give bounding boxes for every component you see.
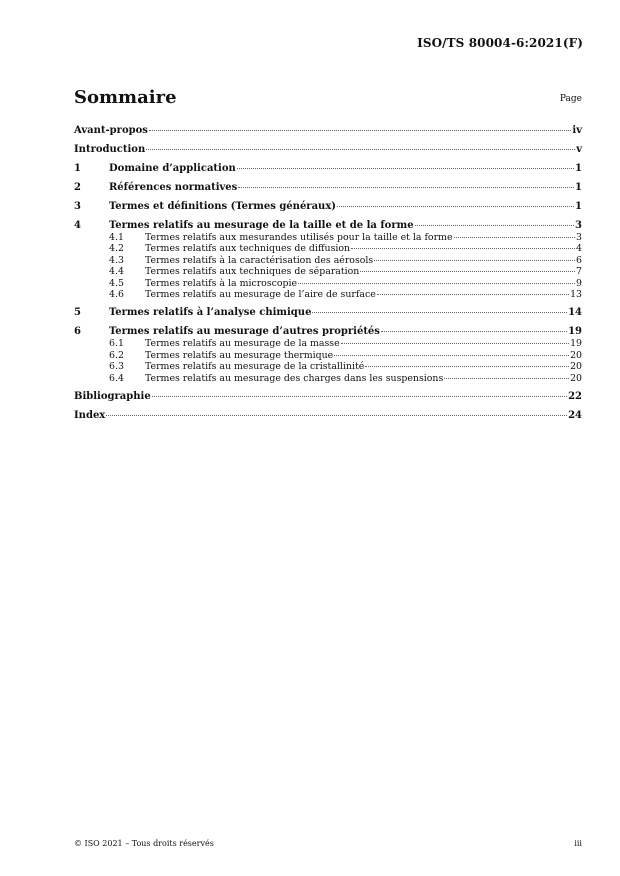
toc-entry-number: 6 bbox=[74, 326, 81, 338]
toc-entry-number: 6.2 bbox=[109, 349, 124, 361]
toc-entry-title[interactable]: Domaine d’application bbox=[109, 163, 236, 174]
toc-leader-dots bbox=[377, 294, 569, 295]
toc-entry-number: 6.1 bbox=[109, 338, 124, 350]
toc-subentry[interactable] bbox=[74, 232, 582, 243]
toc-entry-page: 3 bbox=[576, 232, 582, 243]
toc-leader-dots bbox=[365, 366, 569, 367]
table-of-contents bbox=[74, 124, 582, 422]
toc-leader-dots bbox=[415, 225, 574, 226]
toc-entry-page: 22 bbox=[568, 391, 582, 403]
toc-leader-dots bbox=[334, 355, 569, 356]
toc-subentry[interactable] bbox=[74, 266, 582, 277]
toc-entry[interactable] bbox=[74, 306, 582, 319]
toc-entry[interactable] bbox=[74, 390, 582, 403]
document-id: ISO/TS 80004-6:2021(F) bbox=[417, 36, 583, 50]
toc-entry-title[interactable]: Termes relatifs à l’analyse chimique bbox=[109, 307, 312, 319]
toc-entry-page: 1 bbox=[575, 163, 582, 174]
toc-entry-title[interactable]: Termes relatifs aux mesurandes utilisés pour la taille et la forme bbox=[145, 232, 453, 243]
toc-entry-number: 4.6 bbox=[109, 289, 124, 301]
toc-entry-number: 3 bbox=[74, 201, 81, 212]
toc-subentry[interactable] bbox=[74, 255, 582, 266]
toc-entry-number: 4.5 bbox=[109, 277, 124, 289]
toc-leader-dots bbox=[360, 271, 575, 272]
toc-entry[interactable] bbox=[74, 409, 582, 422]
toc-entry-title[interactable]: Termes relatifs à la microscopie bbox=[145, 277, 298, 289]
toc-entry-title[interactable]: Termes relatifs au mesurage des charges dans les suspensions bbox=[145, 372, 444, 384]
toc-entry-number: 1 bbox=[74, 163, 81, 174]
toc-entry-number: 5 bbox=[74, 307, 81, 319]
copyright-notice: © ISO 2021 – Tous droits réservés bbox=[74, 839, 214, 848]
toc-leader-dots bbox=[237, 168, 574, 169]
toc-entry-page: 14 bbox=[568, 307, 582, 319]
toc-leader-dots bbox=[444, 378, 569, 379]
toc-entry-title[interactable]: Avant-propos bbox=[74, 125, 148, 136]
toc-leader-dots bbox=[152, 396, 567, 397]
toc-entry[interactable] bbox=[74, 143, 582, 156]
toc-leader-dots bbox=[312, 312, 567, 313]
toc-entry-page: 9 bbox=[576, 277, 582, 289]
toc-entry-number: 4.2 bbox=[109, 243, 124, 255]
toc-leader-dots bbox=[298, 283, 575, 284]
page-number: iii bbox=[574, 839, 582, 848]
toc-entry-number: 4.1 bbox=[109, 232, 124, 243]
toc-entry-page: 20 bbox=[570, 361, 582, 373]
toc-entry-title[interactable]: Termes relatifs aux techniques de séparation bbox=[145, 266, 360, 278]
toc-entry-page: 7 bbox=[576, 266, 582, 278]
toc-leader-dots bbox=[238, 187, 574, 188]
toc-entry-page: 24 bbox=[568, 410, 582, 422]
toc-entry-page: 1 bbox=[575, 182, 582, 193]
toc-entry-page: iv bbox=[572, 125, 582, 136]
toc-entry-title[interactable]: Termes relatifs au mesurage de la cristallinité bbox=[145, 361, 365, 373]
toc-entry-page: 4 bbox=[576, 243, 582, 255]
toc-subentry[interactable] bbox=[74, 278, 582, 289]
toc-entry-page: 3 bbox=[575, 220, 582, 231]
toc-entry-title[interactable]: Termes relatifs au mesurage de la masse bbox=[145, 338, 340, 350]
toc-entry-page: 20 bbox=[570, 372, 582, 384]
toc-entry-title[interactable]: Introduction bbox=[74, 144, 146, 155]
toc-leader-dots bbox=[146, 149, 575, 150]
page-column-label: Page bbox=[559, 94, 582, 104]
toc-leader-dots bbox=[149, 130, 571, 131]
page-title: Sommaire bbox=[74, 87, 177, 108]
toc-entry-title[interactable]: Termes relatifs au mesurage d’autres propriétés bbox=[109, 326, 380, 338]
toc-entry[interactable] bbox=[74, 325, 582, 338]
toc-leader-dots bbox=[374, 260, 575, 261]
toc-entry-title[interactable]: Termes relatifs au mesurage thermique bbox=[145, 349, 334, 361]
toc-entry-number: 6.3 bbox=[109, 361, 124, 373]
toc-leader-dots bbox=[381, 331, 567, 332]
toc-entry-number: 2 bbox=[74, 182, 81, 193]
toc-entry-page: 6 bbox=[576, 254, 582, 266]
toc-entry-page: 13 bbox=[570, 289, 582, 301]
toc-entry-page: 1 bbox=[575, 201, 582, 212]
toc-entry-number: 4.4 bbox=[109, 266, 124, 278]
toc-entry-page: 19 bbox=[570, 338, 582, 350]
toc-entry[interactable] bbox=[74, 181, 582, 194]
toc-entry-number: 4.3 bbox=[109, 254, 124, 266]
toc-subentry[interactable] bbox=[74, 289, 582, 300]
toc-entry-page: v bbox=[576, 144, 582, 155]
toc-subentry[interactable] bbox=[74, 338, 582, 349]
toc-entry[interactable] bbox=[74, 124, 582, 137]
toc-leader-dots bbox=[454, 237, 576, 238]
toc-entry-title[interactable]: Termes relatifs à la caractérisation des aérosols bbox=[145, 254, 374, 266]
toc-entry-title[interactable]: Termes relatifs au mesurage de l’aire de surface bbox=[145, 289, 376, 301]
toc-entry-number: 4 bbox=[74, 220, 81, 231]
toc-entry-number: 6.4 bbox=[109, 372, 124, 384]
toc-entry-title[interactable]: Termes relatifs aux techniques de diffusion bbox=[145, 243, 351, 255]
toc-entry-title[interactable]: Références normatives bbox=[109, 182, 238, 193]
toc-subentry[interactable] bbox=[74, 361, 582, 372]
toc-leader-dots bbox=[341, 343, 569, 344]
toc-entry[interactable] bbox=[74, 162, 582, 175]
toc-entry[interactable] bbox=[74, 219, 582, 232]
toc-entry-title[interactable]: Termes relatifs au mesurage de la taille et de la forme bbox=[109, 220, 414, 231]
toc-leader-dots bbox=[106, 415, 567, 416]
toc-entry-page: 20 bbox=[570, 349, 582, 361]
toc-subentry[interactable] bbox=[74, 373, 582, 384]
toc-leader-dots bbox=[351, 248, 575, 249]
toc-subentry[interactable] bbox=[74, 350, 582, 361]
toc-entry-title[interactable]: Bibliographie bbox=[74, 391, 151, 403]
toc-leader-dots bbox=[337, 206, 574, 207]
toc-subentry[interactable] bbox=[74, 243, 582, 254]
toc-entry-title[interactable]: Index bbox=[74, 410, 106, 422]
toc-entry-title[interactable]: Termes et définitions (Termes généraux) bbox=[109, 201, 337, 212]
toc-entry-page: 19 bbox=[568, 326, 582, 338]
toc-entry[interactable] bbox=[74, 200, 582, 213]
